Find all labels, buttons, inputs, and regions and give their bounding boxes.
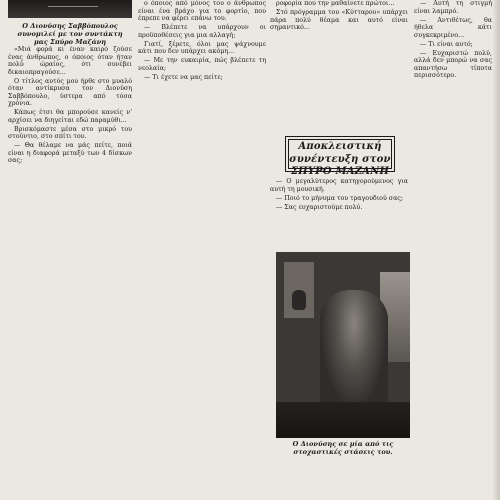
col1-para: — Θα θέλαμε να μάς πείτε, ποιά είναι η διαφορά μεταξύ των 4 δίσκων σας; (8, 142, 132, 164)
col2-para: Γιατί, ξέρετε, όλοι μας ψάχνουμε κάτι που δεν υπάρχει ακόμη... (138, 40, 266, 55)
col3-para: — Ποιό το μήνυμα του τραγουδιού σας; (276, 194, 403, 202)
col3-para: Στό πρόγραμμα του «Κύτταρου» υπάρχει πάρα πολύ θέαμα και αυτό είναι σημαντικό... (270, 9, 408, 31)
top-photo (8, 0, 132, 18)
col2-para: — Τι έχετε να μας πείτε; (144, 73, 223, 81)
column-3 (270, 0, 408, 132)
photo-chair (276, 402, 410, 438)
page-binding-shadow (492, 0, 500, 500)
col3-para: ροφορία που την μαθαίνετε πρώτοι... (276, 0, 395, 7)
col4-para: — Αυτή τη στιγμή είναι λαμπρό. (414, 0, 492, 15)
column-3-lower (270, 178, 408, 250)
col1-para: Βρισκόμαστε μέσα στο μικρό του στούντιο, στο σπίτι του. (8, 125, 132, 140)
col3-para: — Ο μεγαλύτερος κατηγορούμενος για αυτή τη μουσική. (270, 178, 408, 193)
photo-vase (292, 290, 306, 310)
photo-detail (48, 6, 98, 7)
interview-headline: Αποκλειστική συνέντευξη στον ΣΠΥΡΟ ΜΑΖΑΝΗ (285, 136, 395, 172)
col2-para: — Με την ευκαιρία, πώς βλέπετε τη νεολαία; (138, 57, 266, 72)
col2-para: — Βλέπετε να υπάρχουν οι προϋποθέσεις για μια αλλαγή; (138, 24, 266, 39)
column-4 (414, 0, 492, 500)
col4-para: — Τι είναι αυτό; (420, 40, 473, 48)
col1-para: Κάπως έτσι θα μπορούσε κανείς ν' αρχίσει να διηγείται εδώ παραμύθι... (8, 109, 132, 124)
col4-para: — Αντιθέτως, θα ήθελα κάτι συγκεκριμένο... (414, 16, 492, 39)
column-1 (8, 46, 132, 500)
col3-para: — Σας ευχαριστούμε πολύ. (276, 203, 363, 211)
column-2 (138, 0, 266, 500)
column-3-bottom (276, 458, 410, 500)
col1-para: «Μιά φορά κι έναν καιρό ζούσε ένας άνθρωπος, ο όποιος όταν ήταν πολύ ώραίος, ότι συνέβει δικαιοπραγούσε... (8, 46, 132, 76)
photo-figure (320, 290, 388, 410)
col2-para: ο όποιος από μόνος του ο άνθρωπος είναι ένα βράχο για το φορτίο, που έπρεπε να φέρει επάνω του. (138, 0, 266, 22)
col1-para: Ο τίτλος αυτός μου ήρθε στο μυαλό όταν αντίκρυσα τον Διονύση Σαββόπουλο, ύστερα από τόσα χρόνια. (8, 77, 132, 107)
col4-para: — Ευχαριστώ πολύ, αλλά δεν μπορώ να σας απαντήσω τίποτα περισσότερο. (414, 49, 492, 79)
photo-caption-top: Ο Διονύσης Σαββόπουλος συνομιλεί με τον συντάκτη μας Σπύρο Μαζάνη (17, 22, 123, 46)
photo-caption-bottom: Ο Διονύσης σε μία από τις στοχαστικές στάσεις του. (292, 440, 394, 456)
portrait-photo (276, 252, 410, 438)
